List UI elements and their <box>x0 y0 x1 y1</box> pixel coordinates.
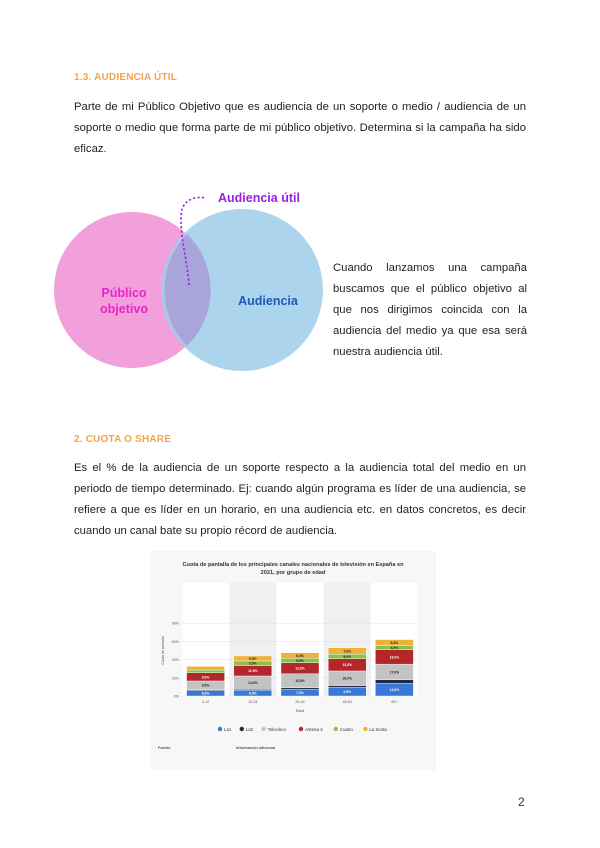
data-label: 5,0% <box>248 661 257 666</box>
data-label: 5,0% <box>296 658 304 663</box>
chart-title-line-2: 2021, por grupo de edad <box>260 570 326 576</box>
data-label: 5,0% <box>343 654 352 659</box>
legend-entry: La2 <box>245 726 254 732</box>
paragraph-cuota: Es el % de la audiencia de un soporte respecto a la audiencia total del medio en un periodo de tiempo determinado. Ej: cuando algún programa es líder de una audiencia, se refiere a que es líder en un horario, en una audiencia etc. en datos concretos, es decir cuando un canal bate su propio récord de audiencia. <box>74 462 526 537</box>
section-heading-audiencia-util: 1.3. AUDIENCIA ÚTIL <box>74 72 178 83</box>
page-number: 2 <box>518 795 525 809</box>
x-tick-label: 4-12 <box>201 700 210 704</box>
venn-diagram <box>54 185 344 410</box>
data-label: 16,0% <box>389 655 400 660</box>
share-chart-figure <box>150 551 436 770</box>
data-label: 4,5% <box>390 645 399 650</box>
callout-label: Audiencia útil <box>218 191 300 205</box>
y-tick-label: 0% <box>173 694 179 699</box>
legend-swatch <box>299 727 303 731</box>
x-tick-label: 13-24 <box>248 700 258 704</box>
data-label: 15,5% <box>295 679 305 684</box>
share-chart <box>150 551 436 770</box>
bar-segment <box>281 688 319 689</box>
data-label: 13,5% <box>342 663 353 668</box>
legend-swatch <box>363 727 367 731</box>
x-axis-label: Edad <box>295 709 305 713</box>
data-label: 14,0% <box>389 688 400 693</box>
legend-swatch <box>218 727 222 731</box>
y-axis-label: Cuota de pantalla <box>161 636 165 665</box>
data-label: 6,5% <box>390 640 399 645</box>
data-label: 9,5% <box>201 683 210 688</box>
legend-swatch <box>261 727 265 731</box>
data-label: 14,5% <box>247 680 258 685</box>
bar-segment <box>328 686 366 688</box>
data-label: 7,0% <box>343 649 352 654</box>
x-tick-label: 25-44 <box>295 700 305 704</box>
legend-swatch <box>240 727 244 731</box>
paragraph-audiencia-util: Parte de mi Público Objetivo que es audiencia de un soporte o medio / audiencia de un soporte o medio que forma parte de mi público objetivo. Determina si la campaña ha sido eficaz. <box>74 101 526 155</box>
side-explanation: Cuando lanzamos una campaña buscamos que el público objetivo al que nos dirigimos coincida con la audiencia del medio ya que esa será nuestra audiencia útil. <box>333 262 527 358</box>
data-label: 6,0% <box>296 653 304 658</box>
data-label: 6,0% <box>201 691 210 696</box>
legend-entry: Telecinco <box>267 726 286 732</box>
data-label: 11,5% <box>248 669 258 674</box>
data-label: 12,0% <box>295 666 305 671</box>
data-label: 7,5% <box>296 690 304 695</box>
details-label: Información adicional <box>236 746 276 750</box>
y-tick-label: 20% <box>171 676 179 681</box>
legend-entry: Cuatro <box>339 726 353 732</box>
legend-swatch <box>334 727 338 731</box>
x-tick-label: 65+ <box>391 700 398 704</box>
bar-segment <box>187 666 225 670</box>
legend-entry: La Sexta <box>369 726 387 732</box>
section-heading-cuota: 2. CUOTA O SHARE <box>74 434 172 445</box>
data-label: 6,5% <box>248 691 257 696</box>
source-label: Fuente <box>158 746 171 750</box>
data-label: 9,5% <box>343 690 352 695</box>
data-label: 9,0% <box>201 675 210 680</box>
bar-segment <box>187 670 225 673</box>
data-label: 17,0% <box>389 670 400 675</box>
x-tick-label: 45-64 <box>342 700 352 704</box>
audiencia-label: Audiencia <box>238 294 298 308</box>
chart-title: Cuota de pantalla de los principales canales nacionales de televisión en España en <box>182 562 404 568</box>
y-tick-label: 40% <box>171 658 179 663</box>
y-tick-label: 80% <box>171 621 179 626</box>
data-label: 5,5% <box>248 656 257 661</box>
legend-entry: La1 <box>224 726 232 732</box>
y-tick-label: 60% <box>171 639 179 644</box>
publico-objetivo-label: Público <box>101 286 147 300</box>
bar-segment <box>375 680 413 684</box>
publico-objetivo-label-2: objetivo <box>100 302 148 316</box>
legend-entry: Antena 3 <box>305 726 323 732</box>
data-label: 16,0% <box>342 676 353 681</box>
